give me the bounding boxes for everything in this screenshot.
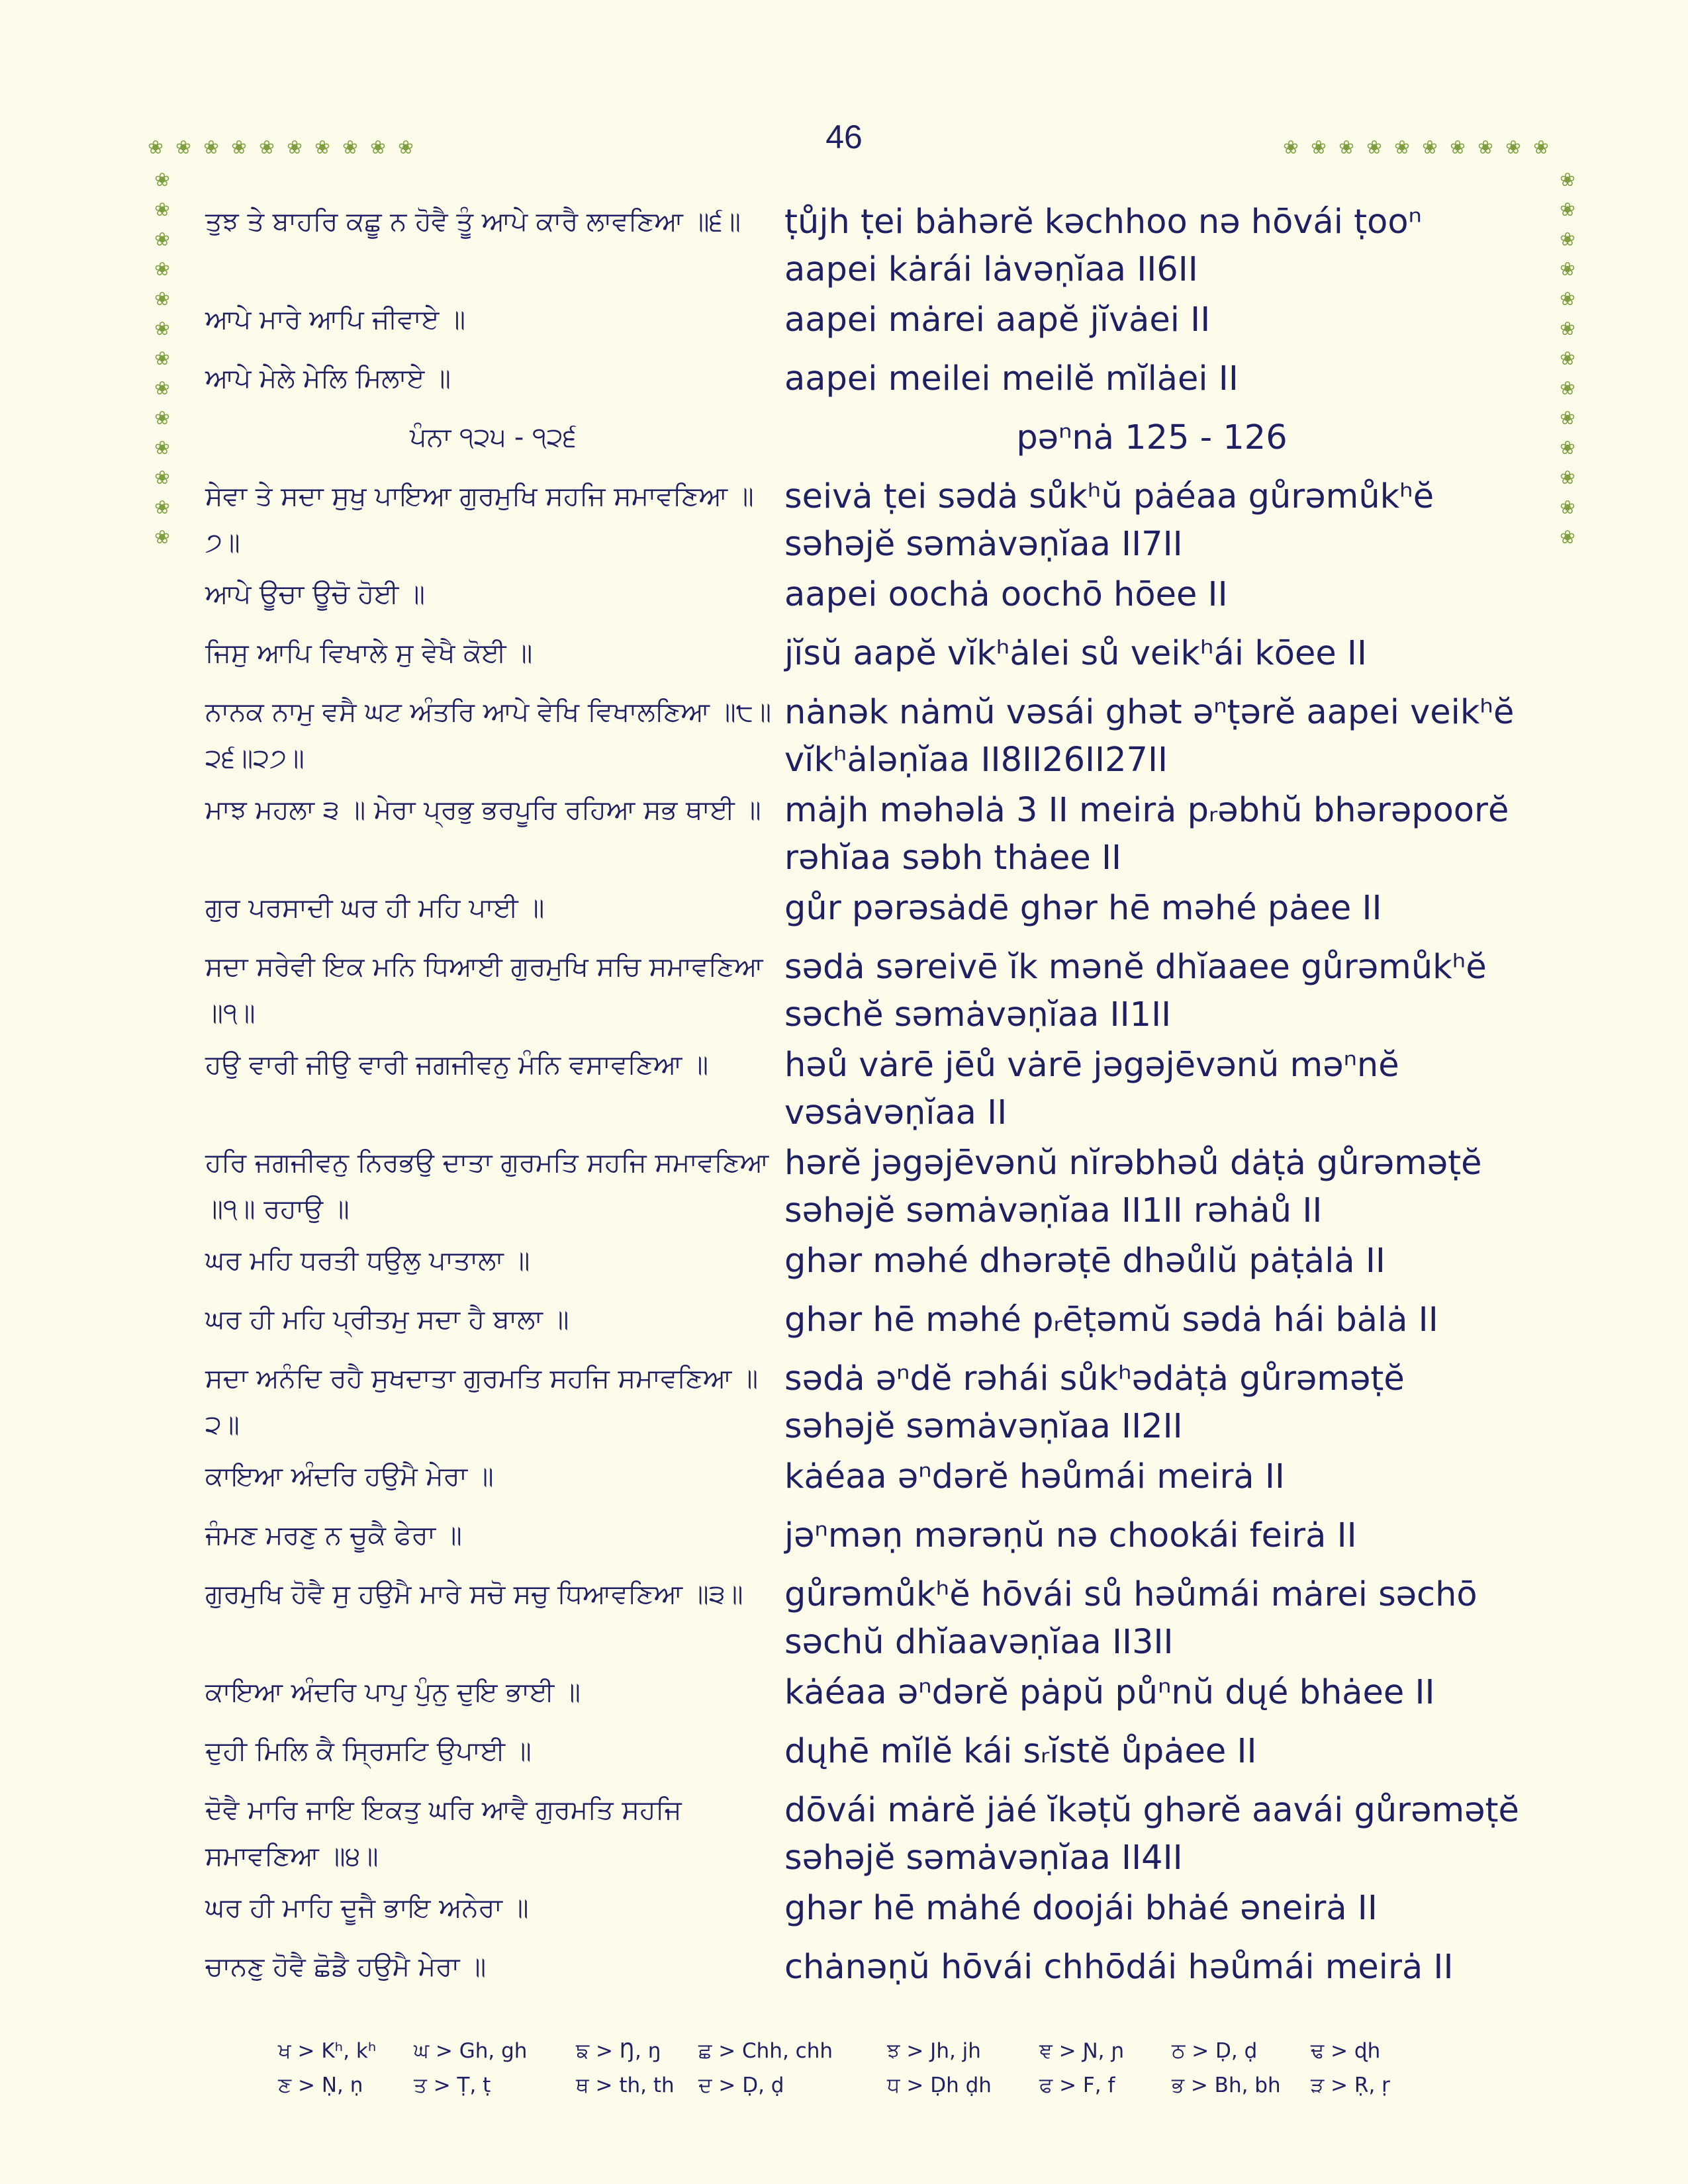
verse-row [205,1042,1523,1140]
flower-icon: ❀ [1311,136,1327,158]
gurmukhi-text: ਸਦਾ ਅਨੰਦਿ ਰਹੈ ਸੁਖਦਾਤਾ ਗੁਰਮਤਿ ਸਹਜਿ ਸਮਾਵਣਿਆ ॥੨॥ [205,1363,759,1440]
flower-icon: ❀ [1422,136,1438,158]
transliteration-text: nȧnək nȧmŭ vəsái ghət əⁿṭərĕ aapei veikʰĕ vı̆kʰȧləṇı̆aa II8II26II27II [784,693,1515,780]
gurmukhi-text: ਚਾਨਣੁ ਹੋਵੈ ਛੋਡੈ ਹਉਮੈ ਮੇਰਾ ॥ [205,1952,487,1982]
transliteration-text: chȧnəṇŭ hōvái chhōdái həůmái meirȧ II [784,1948,1454,1987]
transliteration-text: ṭůjh ṭei bȧhərĕ kəchhoo nə hōvái ṭooⁿ aapei kȧrái lȧvəṇı̆aa II6II [784,203,1422,289]
verse-row [205,944,1523,1042]
flower-icon: ❀ [154,407,170,429]
verse-row [205,1728,1523,1787]
transliteration-text: mȧjh məhəlȧ 3 II meirȧ pᵣəbhŭ bhərəpoorĕ rəhı̆aa səbh thȧee II [784,791,1509,878]
flower-icon: ❀ [154,437,170,459]
legend-item: ਣ > Ṇ, ṇ [278,2073,363,2097]
transliteration-legend [278,2034,1470,2103]
transliteration-text: pəⁿnȧ 125 - 126 [1016,418,1288,457]
verse-row [205,1238,1523,1297]
legend-row [278,2068,1470,2103]
gurmukhi-text: ਮਾਝ ਮਹਲਾ ੩ ॥ ਮੇਰਾ ਪ੍ਰਭੁ ਭਰਪੂਰਿ ਰਹਿਆ ਸਭ ਥਾਈ ॥ [205,795,761,825]
flower-icon: ❀ [1560,496,1575,518]
flower-icon: ❀ [154,258,170,280]
flower-icon: ❀ [259,136,275,158]
flower-icon: ❀ [370,136,386,158]
verse-row [205,1140,1523,1238]
transliteration-text: ghər hē məhé pᵣēṭəmŭ sədȧ hái bȧlȧ II [784,1300,1438,1340]
transliteration-text: dōvái mȧrĕ jȧé ı̆kəṭŭ ghərĕ aavái gůrəməṭĕ səhəjĕ səmȧvəṇı̆aa II4II [784,1791,1519,1878]
legend-item: ਭ > Bh, bh [1172,2073,1281,2097]
flower-icon: ❀ [154,199,170,220]
flower-icon: ❀ [148,136,164,158]
transliteration-text: aapei meilei meilĕ mı̆lȧei II [784,359,1239,398]
verse-row [205,199,1523,296]
flower-icon: ❀ [398,136,414,158]
flower-icon: ❀ [314,136,330,158]
gurmukhi-text: ਘਰ ਹੀ ਮਹਿ ਪ੍ਰੀਤਮੁ ਸਦਾ ਹੈ ਬਾਲਾ ॥ [205,1304,569,1335]
transliteration-text: kȧéaa əⁿdərĕ pȧpŭ půⁿnŭ dųé bhȧee II [784,1673,1435,1712]
flower-icon: ❀ [154,169,170,191]
legend-item: ਧ > Ḍh ḍh [887,2073,992,2097]
legend-item: ਙ > Ŋ, ŋ [576,2038,661,2063]
legend-item: ਫ > F, f [1039,2073,1115,2097]
flower-icon: ❀ [1450,136,1466,158]
flower-icon: ❀ [154,288,170,310]
verse-row [205,1787,1523,1885]
verse-row [205,630,1523,689]
gurmukhi-text: ਕਾਇਆ ਅੰਦਰਿ ਪਾਪੁ ਪੁੰਨੁ ਦੁਇ ਭਾਈ ॥ [205,1677,581,1707]
legend-item: ਥ > th, th [576,2073,675,2097]
gurmukhi-text: ਸੇਵਾ ਤੇ ਸਦਾ ਸੁਖੁ ਪਾਇਆ ਗੁਰਮੁਖਿ ਸਹਜਿ ਸਮਾਵਣਿਆ ॥੭॥ [205,481,754,558]
gurmukhi-text: ਗੁਰ ਪਰਸਾਦੀ ਘਰ ਹੀ ਮਹਿ ਪਾਈ ॥ [205,893,545,923]
flower-icon: ❀ [154,347,170,369]
gurmukhi-text: ਹਰਿ ਜਗਜੀਵਨੁ ਨਿਰਭਉ ਦਾਤਾ ਗੁਰਮਤਿ ਸਹਜਿ ਸਮਾਵਣਿਆ ॥੧॥ ਰਹਾਉ ॥ [205,1148,769,1224]
legend-item: ਖ > Kʰ, kʰ [278,2038,377,2063]
flower-icon: ❀ [1533,136,1549,158]
flower-icon: ❀ [1366,136,1382,158]
flower-icon: ❀ [154,318,170,340]
gurmukhi-text: ਦੋਵੈ ਮਾਰਿ ਜਾਇ ਇਕਤੁ ਘਰਿ ਆਵੈ ਗੁਰਮਤਿ ਸਹਜਿ ਸਮਾਵਣਿਆ ॥੪॥ [205,1795,682,1872]
gurmukhi-text: ਆਪੇ ਮੇਲੇ ਮੇਲਿ ਮਿਲਾਏ ॥ [205,363,451,394]
gurmukhi-text: ਪੰਨਾ ੧੨੫ - ੧੨੬ [410,422,577,453]
flower-icon: ❀ [1560,288,1575,310]
verse-row [205,689,1523,787]
verse-row [205,787,1523,885]
verse-list [205,199,1523,2003]
verse-row [205,296,1523,355]
transliteration-text: hərĕ jəgəjēvənŭ nı̆rəbhəů dȧṭȧ gůrəməṭĕ səhəjĕ səmȧvəṇı̆aa II1II rəhȧů II [784,1144,1482,1230]
legend-item: ਤ > Ṭ, ṭ [414,2073,491,2097]
verse-row [205,885,1523,944]
flower-icon: ❀ [287,136,303,158]
flower-icon: ❀ [1560,228,1575,250]
gurmukhi-text: ਸਦਾ ਸਰੇਵੀ ਇਕ ਮਨਿ ਧਿਆਈ ਗੁਰਮੁਖਿ ਸਚਿ ਸਮਾਵਣਿਆ ॥੧॥ [205,952,763,1028]
transliteration-text: sədȧ əⁿdĕ rəhái sůkʰədȧṭȧ gůrəməṭĕ səhəjĕ səmȧvəṇı̆aa II2II [784,1359,1405,1446]
flower-icon: ❀ [1505,136,1521,158]
flower-icon: ❀ [231,136,247,158]
gurmukhi-text: ਘਰ ਮਹਿ ਧਰਤੀ ਧਉਲੁ ਪਾਤਾਲਾ ॥ [205,1246,530,1276]
transliteration-text: ghər hē mȧhé doojái bhȧé əneirȧ II [784,1889,1378,1928]
flower-icon: ❀ [1560,526,1575,548]
flower-icon: ❀ [203,136,219,158]
transliteration-text: ghər məhé dhərəṭē dhəůlŭ pȧṭȧlȧ II [784,1242,1385,1281]
gurmukhi-text: ਆਪੇ ਮਾਰੇ ਆਪਿ ਜੀਵਾਏ ॥ [205,304,466,335]
gurmukhi-text: ਜਿਸੁ ਆਪਿ ਵਿਖਾਲੇ ਸੁ ਵੇਖੈ ਕੋਈ ॥ [205,638,533,668]
flower-icon: ❀ [154,377,170,399]
transliteration-text: sədȧ səreivē ı̆k mənĕ dhı̆aaee gůrəmůkʰĕ səchĕ səmȧvəṇı̆aa II1II [784,948,1487,1034]
verse-row [205,355,1523,414]
flower-icon: ❀ [1560,318,1575,340]
gurmukhi-text: ਆਪੇ ਊਚਾ ਊਚੋ ਹੋਈ ॥ [205,579,426,610]
page-number: 46 [825,118,863,156]
transliteration-text: kȧéaa əⁿdərĕ həůmái meirȧ II [784,1457,1285,1496]
legend-item: ਢ > ɖh [1311,2038,1381,2063]
verse-row [205,1944,1523,2003]
transliteration-text: həů vȧrē jēů vȧrē jəgəjēvənŭ məⁿnĕ vəsȧvəṇı̆aa II [784,1046,1399,1132]
flower-icon: ❀ [342,136,358,158]
flower-icon: ❀ [1560,199,1575,220]
gurmukhi-text: ਨਾਨਕ ਨਾਮੁ ਵਸੈ ਘਟ ਅੰਤਰਿ ਆਪੇ ਵੇਖਿ ਵਿਖਾਲਣਿਆ ॥੮॥੨੬॥੨੭॥ [205,697,772,774]
transliteration-text: seivȧ ṭei sədȧ sůkʰŭ pȧéaa gůrəmůkʰĕ səhəjĕ səmȧvəṇı̆aa II7II [784,477,1434,564]
flower-icon: ❀ [175,136,191,158]
flower-icon: ❀ [154,467,170,488]
flower-icon: ❀ [1283,136,1299,158]
transliteration-text: aapei mȧrei aapĕ jı̆vȧei II [784,300,1211,340]
legend-item: ਦ > Ḍ, ḍ [698,2073,784,2097]
flower-icon: ❀ [1394,136,1410,158]
transliteration-text: jı̆sŭ aapĕ vı̆kʰȧlei sů veikʰái kōee II [784,634,1367,673]
gurmukhi-text: ਗੁਰਮੁਖਿ ਹੋਵੈ ਸੁ ਹਉਮੈ ਮਾਰੇ ਸਚੋ ਸਚੁ ਧਿਆਵਣਿਆ ॥੩॥ [205,1579,743,1610]
verse-row [205,473,1523,571]
page-range-heading [205,414,1523,473]
flower-icon: ❀ [1560,407,1575,429]
gurmukhi-text: ਦੁਹੀ ਮਿਲਿ ਕੈ ਸ੍ਰਿਸਟਿ ਉਪਾਈ ॥ [205,1736,532,1766]
legend-item: ਞ > Ɲ, ɲ [1039,2038,1125,2063]
legend-row [278,2034,1470,2068]
legend-item: ਝ > Jh, jh [887,2038,981,2063]
flower-icon: ❀ [1560,437,1575,459]
transliteration-text: gůr pərəsȧdē ghər hē məhé pȧee II [784,889,1382,928]
flower-icon: ❀ [1560,377,1575,399]
flower-icon: ❀ [154,496,170,518]
legend-item: ਛ > Chh, chh [698,2038,833,2063]
gurmukhi-text: ਤੁਝ ਤੇ ਬਾਹਰਿ ਕਛੂ ਨ ਹੋਵੈ ਤੂੰ ਆਪੇ ਕਾਰੈ ਲਾਵਣਿਆ ॥੬॥ [205,206,741,237]
gurmukhi-text: ਕਾਇਆ ਅੰਦਰਿ ਹਉਮੈ ਮੇਰਾ ॥ [205,1461,494,1492]
gurmukhi-text: ਘਰ ਹੀ ਮਾਹਿ ਦੂਜੈ ਭਾਇ ਅਨੇਰਾ ॥ [205,1893,529,1923]
verse-row [205,1885,1523,1944]
flower-icon: ❀ [1560,169,1575,191]
verse-row [205,571,1523,630]
flower-icon: ❀ [1338,136,1354,158]
transliteration-text: aapei oochȧ oochō hōee II [784,575,1228,614]
verse-row [205,1669,1523,1728]
legend-item: ਠ > Ḍ, ḍ [1172,2038,1258,2063]
gurmukhi-text: ਜੰਮਣ ਮਰਣੁ ਨ ਚੂਕੈ ਫੇਰਾ ॥ [205,1520,462,1551]
verse-row [205,1297,1523,1355]
flower-icon: ❀ [1560,258,1575,280]
flower-icon: ❀ [154,228,170,250]
verse-row [205,1512,1523,1571]
flower-icon: ❀ [1560,467,1575,488]
legend-item: ਘ > Gh, gh [414,2038,528,2063]
verse-row [205,1453,1523,1512]
transliteration-text: dųhē mı̆lĕ kái sᵣı̆stĕ ůpȧee II [784,1732,1257,1771]
gurmukhi-text: ਹਉ ਵਾਰੀ ਜੀਉ ਵਾਰੀ ਜਗਜੀਵਨੁ ਮੰਨਿ ਵਸਾਵਣਿਆ ॥ [205,1050,709,1080]
transliteration-text: gůrəmůkʰĕ hōvái sů həůmái mȧrei səchō səchŭ dhı̆aavəṇı̆aa II3II [784,1575,1477,1662]
transliteration-text: jəⁿməṇ mərəṇŭ nə chookái feirȧ II [784,1516,1357,1555]
legend-item: ੜ > Ṛ, ṛ [1311,2073,1390,2097]
flower-icon: ❀ [1477,136,1493,158]
verse-row [205,1571,1523,1669]
flower-icon: ❀ [154,526,170,548]
flower-icon: ❀ [1560,347,1575,369]
verse-row [205,1355,1523,1453]
